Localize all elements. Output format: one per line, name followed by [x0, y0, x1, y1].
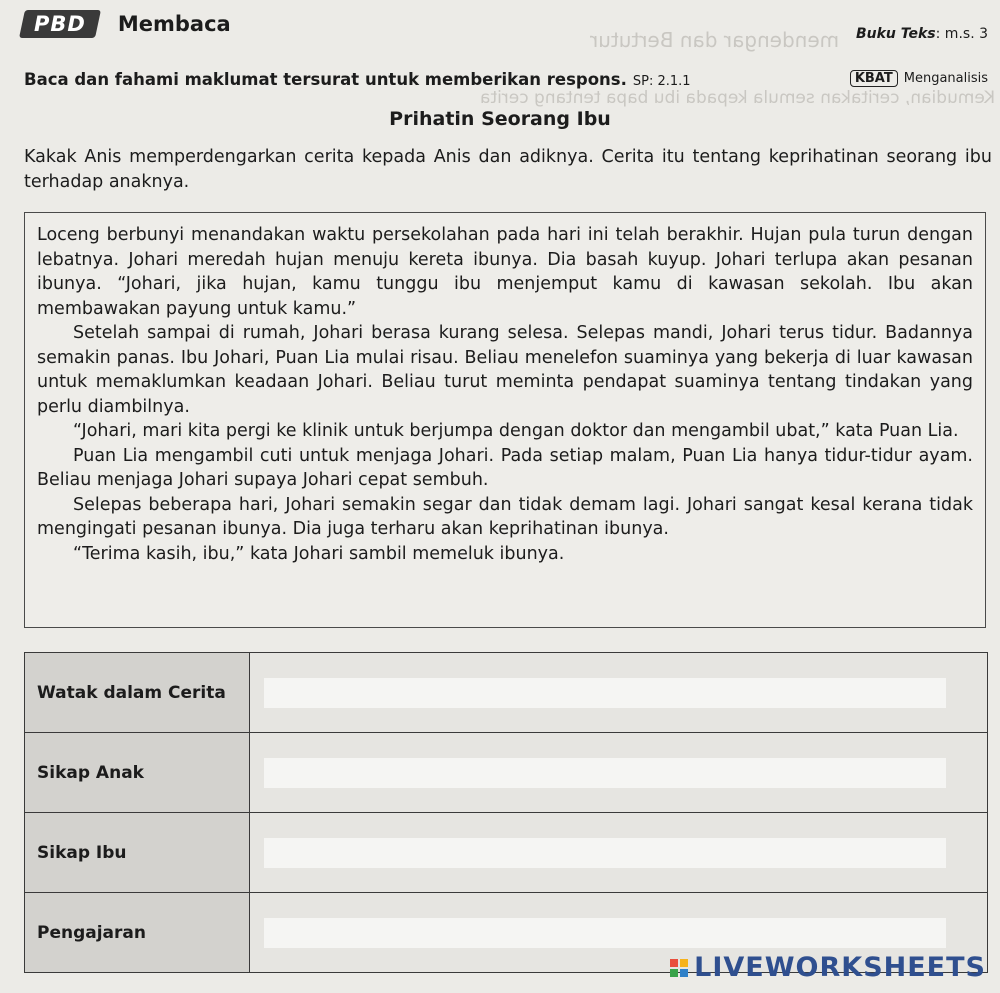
table-row [25, 733, 988, 813]
row-label-sikap-ibu: Sikap Ibu [25, 813, 250, 893]
section-title: Membaca [117, 12, 231, 36]
story-paragraph: Setelah sampai di rumah, Johari berasa kurang selesa. Selepas mandi, Johari terus tidur. Badannya semakin panas. Ibu Johari, Puan Lia mulai risau. Beliau menelefon suaminya yang bekerja di luar kawasan untuk memaklumkan keadaan Johari. Beliau turut meminta pendapat suaminya tentang tindakan yang perlu diambilnya. [37, 323, 973, 417]
story-paragraph: Puan Lia mengambil cuti untuk menjaga Johari. Pada setiap malam, Puan Lia hanya tidur-tidur ayam. Beliau menjaga Johari supaya Johari cepat sembuh. [37, 445, 973, 490]
intro-paragraph: Kakak Anis memperdengarkan cerita kepada Anis dan adiknya. Cerita itu tentang keprihatinan seorang ibu terhadap anaknya. [24, 147, 992, 192]
table-row [25, 813, 988, 893]
bleed-through-text: mendengar dan Bertutur [590, 28, 840, 52]
answer-cell [250, 813, 988, 893]
brand-grid-icon [670, 959, 688, 977]
answer-cell [250, 653, 988, 733]
row-label-pengajaran: Pengajaran [25, 893, 250, 973]
bleed-through-text: Kemudian, ceritakan semula kepada ibu bapa tentang cerita [480, 88, 996, 108]
liveworksheets-logo [670, 952, 986, 983]
story-title: Prihatin Seorang Ibu [389, 108, 611, 130]
brand-text: LIVEWORKSHEETS [694, 952, 986, 983]
answer-input-pengajaran[interactable] [264, 918, 946, 948]
kbat-badge: KBAT [850, 70, 898, 87]
kbat-label: Menganalisis [903, 71, 988, 86]
story-paragraph: Selepas beberapa hari, Johari semakin segar dan tidak demam lagi. Johari sangat kesal kerana tidak mengingati pesanan ibunya. Dia juga terharu akan keprihatinan ibunya. [37, 494, 973, 539]
header [22, 10, 231, 38]
story-box [24, 212, 986, 628]
answer-input-sikap-ibu[interactable] [264, 838, 946, 868]
answer-table [24, 652, 988, 973]
answer-input-watak[interactable] [264, 678, 946, 708]
row-label-watak: Watak dalam Cerita [25, 653, 250, 733]
story-paragraph: “Johari, mari kita pergi ke klinik untuk berjumpa dengan doktor dan mengambil ubat,” kata Puan Lia. [73, 421, 959, 441]
row-label-sikap-anak: Sikap Anak [25, 733, 250, 813]
sp-code: SP: 2.1.1 [632, 74, 691, 89]
story-paragraph: Loceng berbunyi menandakan waktu persekolahan pada hari ini telah berakhir. Hujan pula turun dengan lebatnya. Johari meredah hujan menuju kereta ibunya. Dia basah kuyup. Johari terlupa akan pesanan ibunya. “Johari, jika hujan, kamu tunggu ibu menjemput kamu di kawasan sekolah. Ibu akan membawakan payung untuk kamu.” [37, 225, 973, 319]
pbd-badge: PBD [19, 10, 101, 38]
answer-input-sikap-anak[interactable] [264, 758, 946, 788]
kbat-tag [850, 70, 988, 87]
answer-cell [250, 733, 988, 813]
instruction: Baca dan fahami maklumat tersurat untuk memberikan respons. SP: 2.1.1 [24, 70, 691, 89]
book-reference: Buku Teks: m.s. 3 [855, 26, 988, 42]
story-paragraph: “Terima kasih, ibu,” kata Johari sambil memeluk ibunya. [73, 543, 565, 564]
table-row [25, 653, 988, 733]
